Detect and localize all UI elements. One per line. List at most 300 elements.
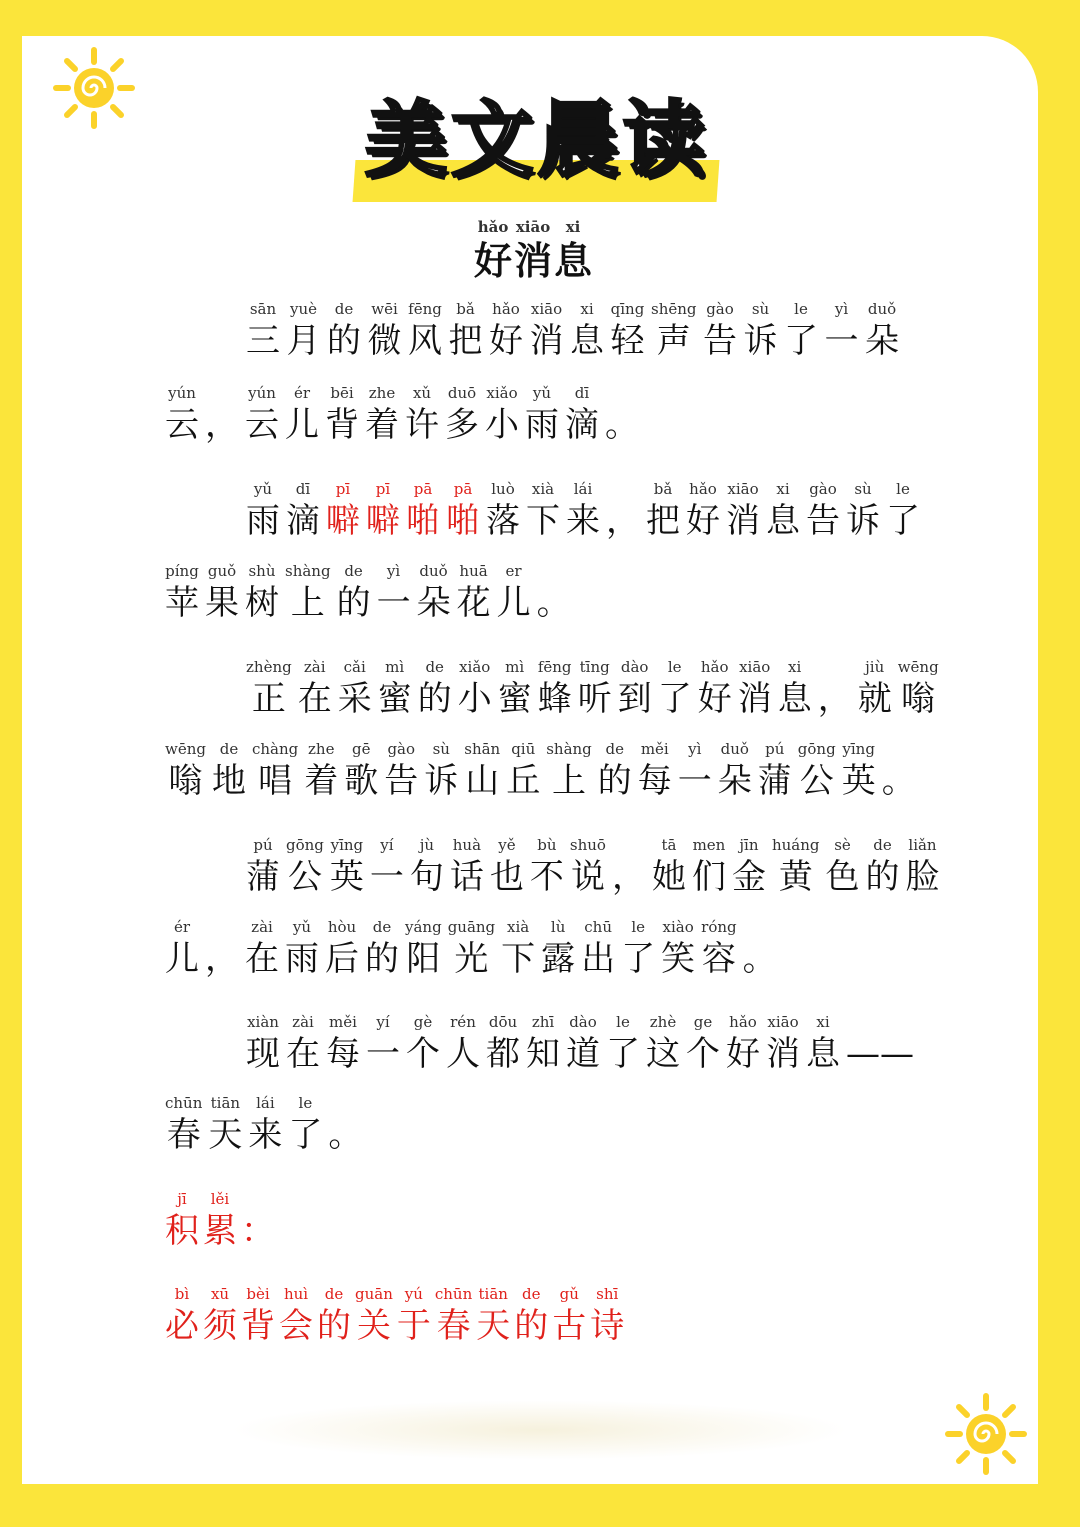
hanzi-with-pinyin xyxy=(336,562,371,623)
hanzi-with-pinyin xyxy=(165,1094,203,1155)
hanzi: 风 xyxy=(408,321,442,361)
pinyin: sù xyxy=(743,300,778,318)
hanzi: 噼 xyxy=(326,501,360,541)
hanzi: 个 xyxy=(686,1034,720,1074)
pinyin: yí xyxy=(366,1013,400,1031)
hanzi: 了 xyxy=(606,1034,640,1074)
hanzi-with-pinyin xyxy=(841,740,876,801)
pinyin: ge xyxy=(686,1013,720,1031)
pinyin: qiū xyxy=(506,740,541,758)
hanzi-with-pinyin xyxy=(246,300,280,361)
pinyin: wēng xyxy=(165,740,206,758)
hanzi: 苹 xyxy=(165,583,199,623)
hanzi: 一 xyxy=(677,761,712,801)
hanzi: 容 xyxy=(701,939,737,979)
hanzi-with-pinyin xyxy=(245,384,279,445)
hanzi: 小 xyxy=(457,679,492,719)
hanzi: 上 xyxy=(285,583,331,623)
hanzi-with-pinyin xyxy=(366,480,400,541)
hanzi-with-pinyin xyxy=(546,740,592,801)
hanzi-with-pinyin xyxy=(248,1094,283,1155)
pinyin: de xyxy=(211,740,246,758)
hanzi: 好 xyxy=(697,679,732,719)
pinyin: liǎn xyxy=(905,836,940,854)
hanzi: 小 xyxy=(485,405,519,445)
hanzi-with-pinyin xyxy=(726,1013,760,1074)
hanzi-with-pinyin xyxy=(497,658,532,719)
hanzi: 了 xyxy=(886,501,920,541)
pinyin xyxy=(205,384,239,406)
hanzi: 关 xyxy=(355,1306,393,1346)
pinyin: pú xyxy=(757,740,792,758)
pinyin: de xyxy=(865,836,900,854)
pinyin: lěi xyxy=(203,1190,237,1208)
pinyin xyxy=(743,918,777,940)
pinyin xyxy=(605,384,639,406)
hanzi-with-pinyin xyxy=(246,836,280,897)
hanzi: 们 xyxy=(691,857,726,897)
pinyin: jīn xyxy=(731,836,766,854)
hanzi-with-pinyin xyxy=(405,918,442,979)
hanzi: 正 xyxy=(246,679,292,719)
hanzi-with-pinyin xyxy=(766,480,800,541)
hanzi: 着 xyxy=(304,761,339,801)
passage-line xyxy=(165,384,645,445)
hanzi-with-pinyin xyxy=(434,1285,473,1346)
hanzi-with-pinyin xyxy=(456,562,491,623)
hanzi-with-pinyin xyxy=(286,300,321,361)
hanzi: 知 xyxy=(526,1034,560,1074)
pinyin: wēng xyxy=(897,658,939,676)
hanzi-with-pinyin xyxy=(409,836,444,897)
pinyin: fēng xyxy=(537,658,572,676)
hanzi: ， xyxy=(817,679,852,719)
hanzi: 蜜 xyxy=(377,679,412,719)
hanzi-with-pinyin xyxy=(525,384,559,445)
hanzi-with-pinyin xyxy=(486,1013,520,1074)
hanzi-with-pinyin xyxy=(777,658,812,719)
pinyin: le xyxy=(784,300,818,318)
hanzi: 告 xyxy=(806,501,840,541)
hanzi-with-pinyin xyxy=(865,836,900,897)
hanzi: 好 xyxy=(489,321,523,361)
hanzi: 人 xyxy=(446,1034,480,1074)
pinyin: zhè xyxy=(646,1013,680,1031)
hanzi-with-pinyin xyxy=(905,836,940,897)
hanzi-with-pinyin xyxy=(621,918,656,979)
hanzi-with-pinyin xyxy=(408,300,442,361)
hanzi: 告 xyxy=(703,321,737,361)
pinyin: lù xyxy=(541,918,576,936)
pinyin: huáng xyxy=(771,836,820,854)
hanzi: 的 xyxy=(327,321,361,361)
pinyin: gē xyxy=(344,740,379,758)
pinyin: yú xyxy=(396,1285,431,1303)
hanzi: 在 xyxy=(297,679,332,719)
pinyin: lái xyxy=(248,1094,283,1112)
hanzi: 采 xyxy=(337,679,372,719)
hanzi: 诗 xyxy=(590,1306,625,1346)
pinyin: qīng xyxy=(610,300,645,318)
hanzi-with-pinyin xyxy=(251,740,299,801)
hanzi: 一 xyxy=(366,1034,400,1074)
hanzi: 噼 xyxy=(366,501,400,541)
hanzi-with-pinyin xyxy=(501,918,536,979)
hanzi-with-pinyin xyxy=(566,1013,600,1074)
hanzi-with-pinyin xyxy=(329,836,364,897)
pinyin: le xyxy=(288,1094,323,1112)
pinyin: de xyxy=(365,918,399,936)
pinyin: hǎo xyxy=(726,1013,760,1031)
hanzi: 后 xyxy=(325,939,359,979)
hanzi-with-pinyin xyxy=(529,836,564,897)
pinyin: gōng xyxy=(286,836,324,854)
hanzi-with-pinyin xyxy=(882,761,916,801)
pinyin: hǎo xyxy=(474,218,513,236)
hanzi: ， xyxy=(611,857,646,897)
hanzi-with-pinyin xyxy=(703,300,737,361)
pinyin xyxy=(241,1190,275,1212)
pinyin: chūn xyxy=(434,1285,473,1303)
hanzi-with-pinyin xyxy=(211,740,246,801)
pinyin: ér xyxy=(165,918,199,936)
hanzi: 轻 xyxy=(610,321,645,361)
hanzi-with-pinyin xyxy=(597,740,632,801)
hanzi: 歌 xyxy=(344,761,379,801)
hanzi: 的 xyxy=(336,583,371,623)
hanzi-with-pinyin xyxy=(241,1285,275,1346)
hanzi: ， xyxy=(205,939,239,979)
hanzi-with-pinyin xyxy=(365,918,399,979)
hanzi-with-pinyin xyxy=(304,740,339,801)
pinyin: duō xyxy=(445,384,479,402)
pinyin: mì xyxy=(377,658,412,676)
hanzi: 的 xyxy=(597,761,632,801)
hanzi-with-pinyin xyxy=(246,658,292,719)
hanzi: 会 xyxy=(279,1306,313,1346)
hanzi: 微 xyxy=(367,321,402,361)
hanzi: 地 xyxy=(211,761,246,801)
pinyin: yì xyxy=(824,300,859,318)
hanzi: 蒲 xyxy=(246,857,280,897)
hanzi: 必 xyxy=(165,1306,199,1346)
hanzi: 。 xyxy=(536,583,571,623)
hanzi: 不 xyxy=(529,857,564,897)
hanzi-with-pinyin xyxy=(691,836,726,897)
passage-line xyxy=(165,740,922,801)
hanzi: 来 xyxy=(248,1115,283,1155)
hanzi: 她 xyxy=(651,857,686,897)
hanzi-with-pinyin xyxy=(605,405,639,445)
hanzi: 好 xyxy=(726,1034,760,1074)
hanzi-with-pinyin xyxy=(743,939,777,979)
pinyin xyxy=(205,918,239,940)
hanzi: 蜂 xyxy=(537,679,572,719)
pinyin: er xyxy=(496,562,531,580)
pinyin: gōng xyxy=(797,740,836,758)
pinyin: xià xyxy=(526,480,560,498)
pinyin: jù xyxy=(409,836,444,854)
pinyin: yún xyxy=(245,384,279,402)
hanzi: 一 xyxy=(376,583,411,623)
pinyin: shù xyxy=(245,562,279,580)
pinyin: yún xyxy=(165,384,199,402)
pinyin: gào xyxy=(703,300,737,318)
pinyin: dào xyxy=(566,1013,600,1031)
pinyin: měi xyxy=(326,1013,360,1031)
pinyin: xi xyxy=(554,218,593,236)
hanzi-with-pinyin xyxy=(485,384,519,445)
hanzi-with-pinyin xyxy=(205,562,239,623)
hanzi: 告 xyxy=(384,761,419,801)
hanzi-with-pinyin xyxy=(344,740,379,801)
hanzi: 的 xyxy=(417,679,452,719)
passage-line xyxy=(246,836,946,897)
hanzi: 啪 xyxy=(446,501,480,541)
pinyin: xiào xyxy=(661,918,696,936)
hanzi-with-pinyin xyxy=(661,918,696,979)
hanzi-with-pinyin xyxy=(537,583,571,623)
pinyin: xǔ xyxy=(405,384,439,402)
pinyin: de xyxy=(327,300,361,318)
hanzi: 都 xyxy=(486,1034,520,1074)
pinyin: shān xyxy=(464,740,501,758)
hanzi: 消 xyxy=(737,679,772,719)
pinyin: lái xyxy=(566,480,600,498)
hanzi-with-pinyin xyxy=(377,658,412,719)
hanzi: 下 xyxy=(526,501,560,541)
hanzi-with-pinyin xyxy=(424,740,459,801)
hanzi-with-pinyin xyxy=(610,300,645,361)
hanzi-with-pinyin xyxy=(325,384,359,445)
pinyin: sù xyxy=(424,740,459,758)
pinyin: xi xyxy=(777,658,812,676)
hanzi: 下 xyxy=(501,939,536,979)
hanzi-with-pinyin xyxy=(489,300,523,361)
hanzi-with-pinyin xyxy=(286,836,324,897)
pinyin: tiān xyxy=(208,1094,243,1112)
hanzi: 英 xyxy=(841,761,876,801)
hanzi: 朵 xyxy=(865,321,899,361)
hanzi: 息 xyxy=(777,679,812,719)
hanzi-with-pinyin xyxy=(165,384,199,445)
pinyin: xiǎo xyxy=(457,658,492,676)
hanzi: 诉 xyxy=(743,321,778,361)
pinyin: guǒ xyxy=(205,562,239,580)
pinyin: yì xyxy=(376,562,411,580)
hanzi-with-pinyin xyxy=(165,1285,199,1346)
pinyin: xiǎo xyxy=(485,384,519,402)
hanzi-with-pinyin xyxy=(886,480,920,541)
pinyin: shēng xyxy=(651,300,697,318)
hanzi: 朵 xyxy=(416,583,451,623)
hanzi: ， xyxy=(205,405,239,445)
hanzi: 。 xyxy=(881,761,916,801)
hanzi-with-pinyin xyxy=(246,480,280,541)
hanzi-with-pinyin xyxy=(406,1013,440,1074)
hanzi-with-pinyin xyxy=(203,1190,237,1251)
hanzi: 息 xyxy=(806,1034,840,1074)
pinyin: yáng xyxy=(405,918,442,936)
pinyin: dī xyxy=(565,384,599,402)
hanzi-with-pinyin xyxy=(285,918,319,979)
hanzi-with-pinyin xyxy=(577,658,612,719)
passage-line xyxy=(246,480,926,541)
pinyin: guāng xyxy=(447,918,496,936)
pinyin: dōu xyxy=(486,1013,520,1031)
pinyin: bèi xyxy=(241,1285,275,1303)
pinyin: dī xyxy=(286,480,320,498)
pinyin: jiù xyxy=(857,658,892,676)
hanzi-with-pinyin xyxy=(286,480,320,541)
hanzi-with-pinyin xyxy=(405,384,439,445)
passage-line xyxy=(165,1285,628,1346)
hanzi: 背 xyxy=(325,405,359,445)
hanzi: 天 xyxy=(208,1115,243,1155)
hanzi: 道 xyxy=(566,1034,600,1074)
hanzi: 金 xyxy=(731,857,766,897)
hanzi: 的 xyxy=(514,1306,549,1346)
hanzi-with-pinyin xyxy=(514,1285,549,1346)
pinyin: de xyxy=(317,1285,351,1303)
hanzi-with-pinyin xyxy=(327,300,361,361)
pinyin: tiān xyxy=(476,1285,511,1303)
hanzi: 背 xyxy=(241,1306,275,1346)
hanzi-with-pinyin xyxy=(445,384,479,445)
hanzi: 一 xyxy=(369,857,404,897)
hanzi-with-pinyin xyxy=(328,1115,362,1155)
pinyin: ér xyxy=(285,384,319,402)
hanzi: 消 xyxy=(529,321,564,361)
pinyin: hòu xyxy=(325,918,359,936)
pinyin xyxy=(612,836,646,858)
passage-line xyxy=(165,562,577,623)
hanzi-with-pinyin xyxy=(205,939,239,979)
pinyin: sè xyxy=(825,836,860,854)
hanzi: 丘 xyxy=(506,761,541,801)
hanzi-with-pinyin xyxy=(686,1013,720,1074)
pinyin: duǒ xyxy=(717,740,752,758)
hanzi: 雨 xyxy=(525,405,559,445)
hanzi: 脸 xyxy=(905,857,940,897)
hanzi: 了 xyxy=(657,679,692,719)
pinyin: de xyxy=(417,658,452,676)
hanzi: 也 xyxy=(489,857,524,897)
hanzi: 果 xyxy=(205,583,239,623)
hanzi-with-pinyin xyxy=(771,836,820,897)
hanzi-with-pinyin xyxy=(245,918,279,979)
hanzi: 了 xyxy=(784,321,818,361)
pinyin: duǒ xyxy=(416,562,451,580)
pinyin: zhe xyxy=(304,740,339,758)
pinyin: bì xyxy=(165,1285,199,1303)
hanzi-with-pinyin xyxy=(241,1211,275,1251)
passage-title xyxy=(474,218,594,281)
pinyin: bǎ xyxy=(448,300,483,318)
pinyin: gào xyxy=(806,480,840,498)
pinyin: sù xyxy=(846,480,880,498)
hanzi-with-pinyin xyxy=(590,1285,625,1346)
pinyin: chū xyxy=(581,918,616,936)
hanzi-with-pinyin xyxy=(569,836,606,897)
hanzi: 了 xyxy=(288,1115,323,1155)
hanzi-with-pinyin xyxy=(606,1013,640,1074)
hanzi-with-pinyin xyxy=(651,300,697,361)
pinyin: shàng xyxy=(285,562,331,580)
hanzi: 山 xyxy=(464,761,501,801)
hanzi-with-pinyin xyxy=(552,1285,587,1346)
hanzi-with-pinyin xyxy=(743,300,778,361)
hanzi: 每 xyxy=(637,761,672,801)
hanzi: 于 xyxy=(396,1306,431,1346)
passage-line xyxy=(165,918,783,979)
hanzi-with-pinyin xyxy=(697,658,732,719)
hanzi: 息 xyxy=(570,321,604,361)
hanzi: 消 xyxy=(766,1034,800,1074)
pinyin: zhe xyxy=(365,384,399,402)
pinyin: mì xyxy=(497,658,532,676)
pinyin: yí xyxy=(369,836,404,854)
hanzi: 在 xyxy=(286,1034,320,1074)
hanzi-with-pinyin xyxy=(203,1285,237,1346)
hanzi-with-pinyin xyxy=(447,918,496,979)
hanzi: 树 xyxy=(245,583,279,623)
hanzi: 息 xyxy=(766,501,800,541)
hanzi: 的 xyxy=(365,939,399,979)
hanzi: 蒲 xyxy=(757,761,792,801)
hanzi-with-pinyin xyxy=(554,218,593,283)
pinyin: yǔ xyxy=(525,384,559,402)
pinyin: chūn xyxy=(165,1094,203,1112)
hanzi-with-pinyin xyxy=(285,384,319,445)
hanzi-with-pinyin xyxy=(797,740,836,801)
hanzi: 到 xyxy=(617,679,652,719)
hanzi-with-pinyin xyxy=(486,480,520,541)
hanzi-with-pinyin xyxy=(366,1013,400,1074)
hanzi-with-pinyin xyxy=(448,300,483,361)
hanzi-with-pinyin xyxy=(384,740,419,801)
pinyin: xiāo xyxy=(737,658,772,676)
hanzi-with-pinyin xyxy=(355,1285,393,1346)
hanzi: 天 xyxy=(476,1306,511,1346)
hanzi: 把 xyxy=(646,501,680,541)
hanzi-with-pinyin xyxy=(637,740,672,801)
hanzi: 消 xyxy=(726,501,760,541)
hanzi: 阳 xyxy=(405,939,442,979)
hanzi: 来 xyxy=(566,501,600,541)
hanzi-with-pinyin xyxy=(565,384,599,445)
hanzi-with-pinyin xyxy=(337,658,372,719)
hanzi: 诉 xyxy=(424,761,459,801)
pinyin: pī xyxy=(326,480,360,498)
hanzi: 露 xyxy=(541,939,576,979)
hanzi-with-pinyin xyxy=(529,300,564,361)
pinyin xyxy=(882,740,916,762)
pinyin: yīng xyxy=(841,740,876,758)
hanzi: 滴 xyxy=(565,405,599,445)
hanzi-with-pinyin xyxy=(208,1094,243,1155)
hanzi-with-pinyin xyxy=(865,300,899,361)
pinyin: men xyxy=(691,836,726,854)
hanzi: 多 xyxy=(445,405,479,445)
hanzi-with-pinyin xyxy=(857,658,892,719)
hanzi: 色 xyxy=(825,857,860,897)
hanzi: 三 xyxy=(246,321,280,361)
hanzi: 嗡 xyxy=(165,761,206,801)
pinyin: xiāo xyxy=(514,218,553,236)
hanzi: 在 xyxy=(245,939,279,979)
hanzi-with-pinyin xyxy=(570,300,604,361)
